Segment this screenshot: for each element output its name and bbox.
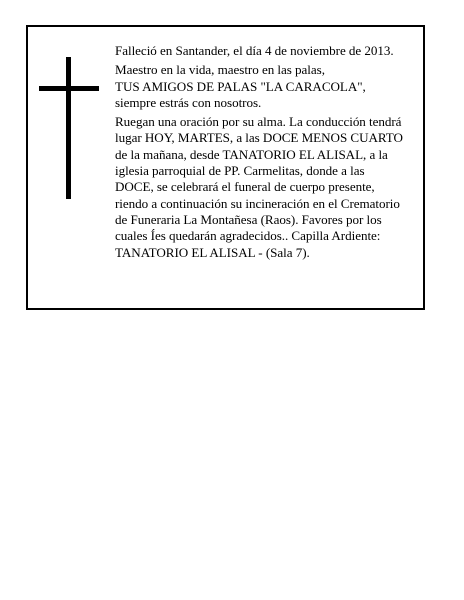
notice-line-friends: TUS AMIGOS DE PALAS "LA CARACOLA", xyxy=(115,78,366,94)
notice-line-tribute: Maestro en la vida, maestro en las palas, xyxy=(115,62,325,78)
notice-line-funeral: DOCE, se celebrará el funeral de cuerpo presente, xyxy=(115,179,375,195)
notice-line-chapel: TANATORIO EL ALISAL - (Sala 7). xyxy=(115,244,310,260)
notice-line-funeral: cuales Íes quedarán agradecidos.. Capilla Ardiente: xyxy=(115,228,381,244)
notice-line-death: Falleció en Santander, el día 4 de noviembre de 2013. xyxy=(115,43,394,58)
notice-line-prayer: Ruegan una oración por su alma. La conducción tendrá xyxy=(115,114,402,130)
notice-text xyxy=(115,40,423,261)
notice-line-farewell: siempre estrás con nosotros. xyxy=(115,94,262,110)
notice-line-funeral: riendo a continuación su incineración en el Crematorio xyxy=(115,195,400,211)
obituary-notice xyxy=(26,25,425,310)
cross-icon-crossbar xyxy=(39,86,99,91)
notice-line-funeral: de la mañana, desde TANATORIO EL ALISAL, a la xyxy=(115,146,388,162)
notice-line-funeral: de Funeraria La Montañesa (Raos). Favores por los xyxy=(115,211,382,227)
notice-line-funeral: iglesia parroquial de PP. Carmelitas, donde a las xyxy=(115,163,365,179)
cross-icon xyxy=(66,57,71,199)
notice-line-funeral: lugar HOY, MARTES, a las DOCE MENOS CUARTO xyxy=(115,130,403,146)
